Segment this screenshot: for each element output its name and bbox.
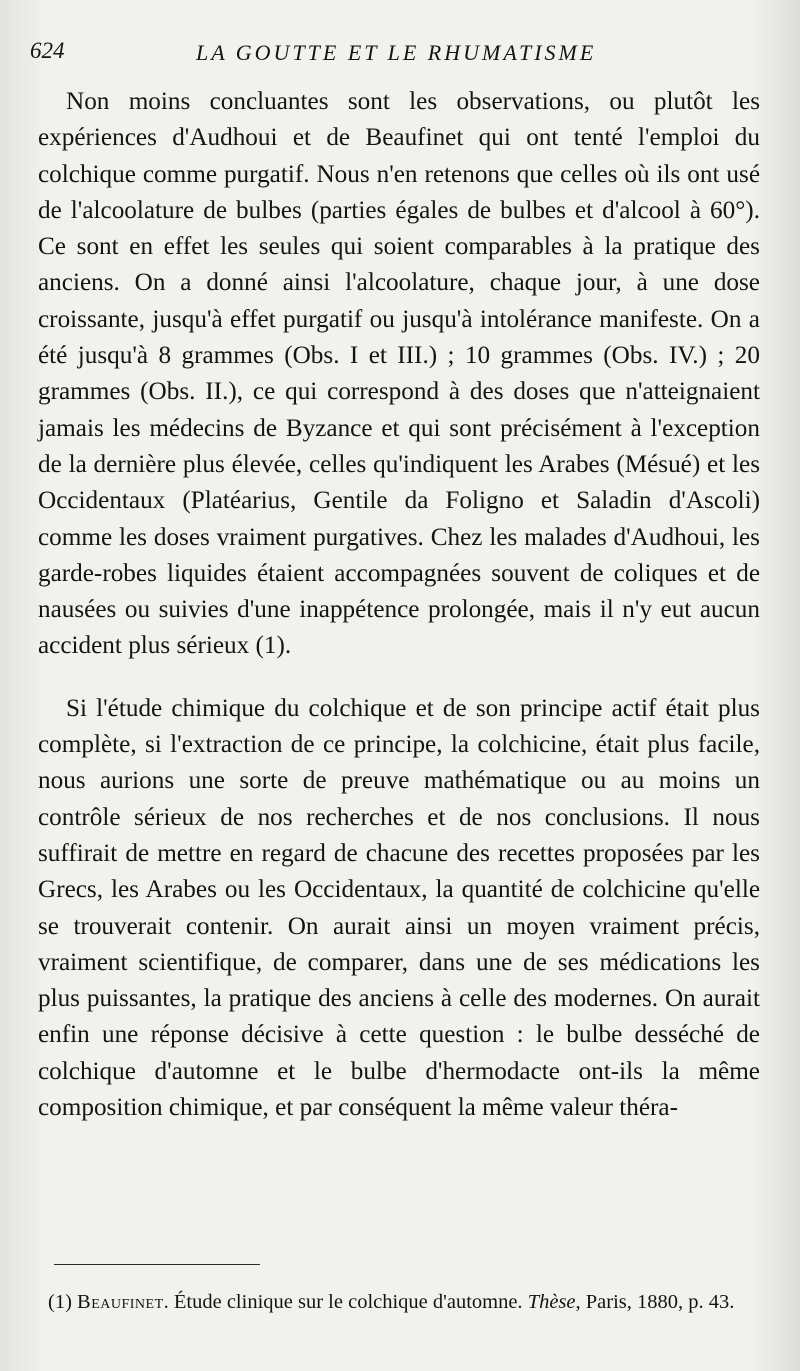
footnote-marker: (1) xyxy=(48,1291,72,1313)
footnote-divider xyxy=(54,1264,260,1265)
page-number: 624 xyxy=(30,38,65,63)
paragraph-1: Non moins concluantes sont les observations, ou plutôt les expériences d'Audhoui et de Beaufinet qui ont tenté l'emploi du colchique comme purgatif. Nous n'en retenons que celles où ils ont usé de l'alcoolature de bulbes (parties égales de bulbes et d'alcool à 60°). Ce sont en effet les seules qui soient comparables à la pratique des anciens. On a donné ainsi l'alcoolature, chaque jour, à une dose croissante, jusqu'à effet purgatif ou jusqu'à intolérance manifeste. On a été jusqu'à 8 grammes (Obs. I et III.) ; 10 grammes (Obs. IV.) ; 20 grammes (Obs. II.), ce qui correspond à des doses que n'atteignaient jamais les médecins de Byzance et qui sont précisément à l'exception de la dernière plus élevée, celles qu'indiquent les Arabes (Mésué) et les Occidentaux (Platéarius, Gentile da Foligno et Saladin d'Ascoli) comme les doses vraiment purgatives. Chez les malades d'Audhoui, les garde-robes liquides étaient accompagnées souvent de coliques et de nausées ou suivies d'une inappétence prolongée, mais il n'y eut aucun accident plus sérieux (1). xyxy=(38,88,760,660)
footnote-author: Beaufinet xyxy=(77,1291,164,1313)
body-text xyxy=(38,84,760,1126)
footnote-title: Thèse xyxy=(527,1291,576,1313)
footnote xyxy=(48,1288,774,1316)
running-title: LA GOUTTE ET LE RHUMATISME xyxy=(196,40,597,65)
page-header xyxy=(30,38,770,68)
paragraph-2: Si l'étude chimique du colchique et de son principe actif était plus complète, si l'extraction de ce principe, la colchicine, était plus facile, nous aurions une sorte de preuve mathématique ou au moins un contrôle sérieux de nos recherches et de nos conclusions. Il nous suffirait de mettre en regard de chacune des recettes proposées par les Grecs, les Arabes ou les Occidentaux, la quantité de colchicine qu'elle se trouverait contenir. On aurait ainsi un moyen vraiment précis, vraiment scientifique, de comparer, dans une de ses médications les plus puissantes, la pratique des anciens à celle des modernes. On aurait enfin une réponse décisive à cette question : le bulbe desséché de colchique d'automne et le bulbe d'hermodacte ont-ils la même composition chimique, et par conséquent la même valeur théra- xyxy=(38,694,760,1122)
footnote-text-after-title: , Paris, 1880, p. 43. xyxy=(575,1291,735,1313)
footnote-text-before-title: . Étude clinique sur le colchique d'automne. xyxy=(163,1291,523,1313)
